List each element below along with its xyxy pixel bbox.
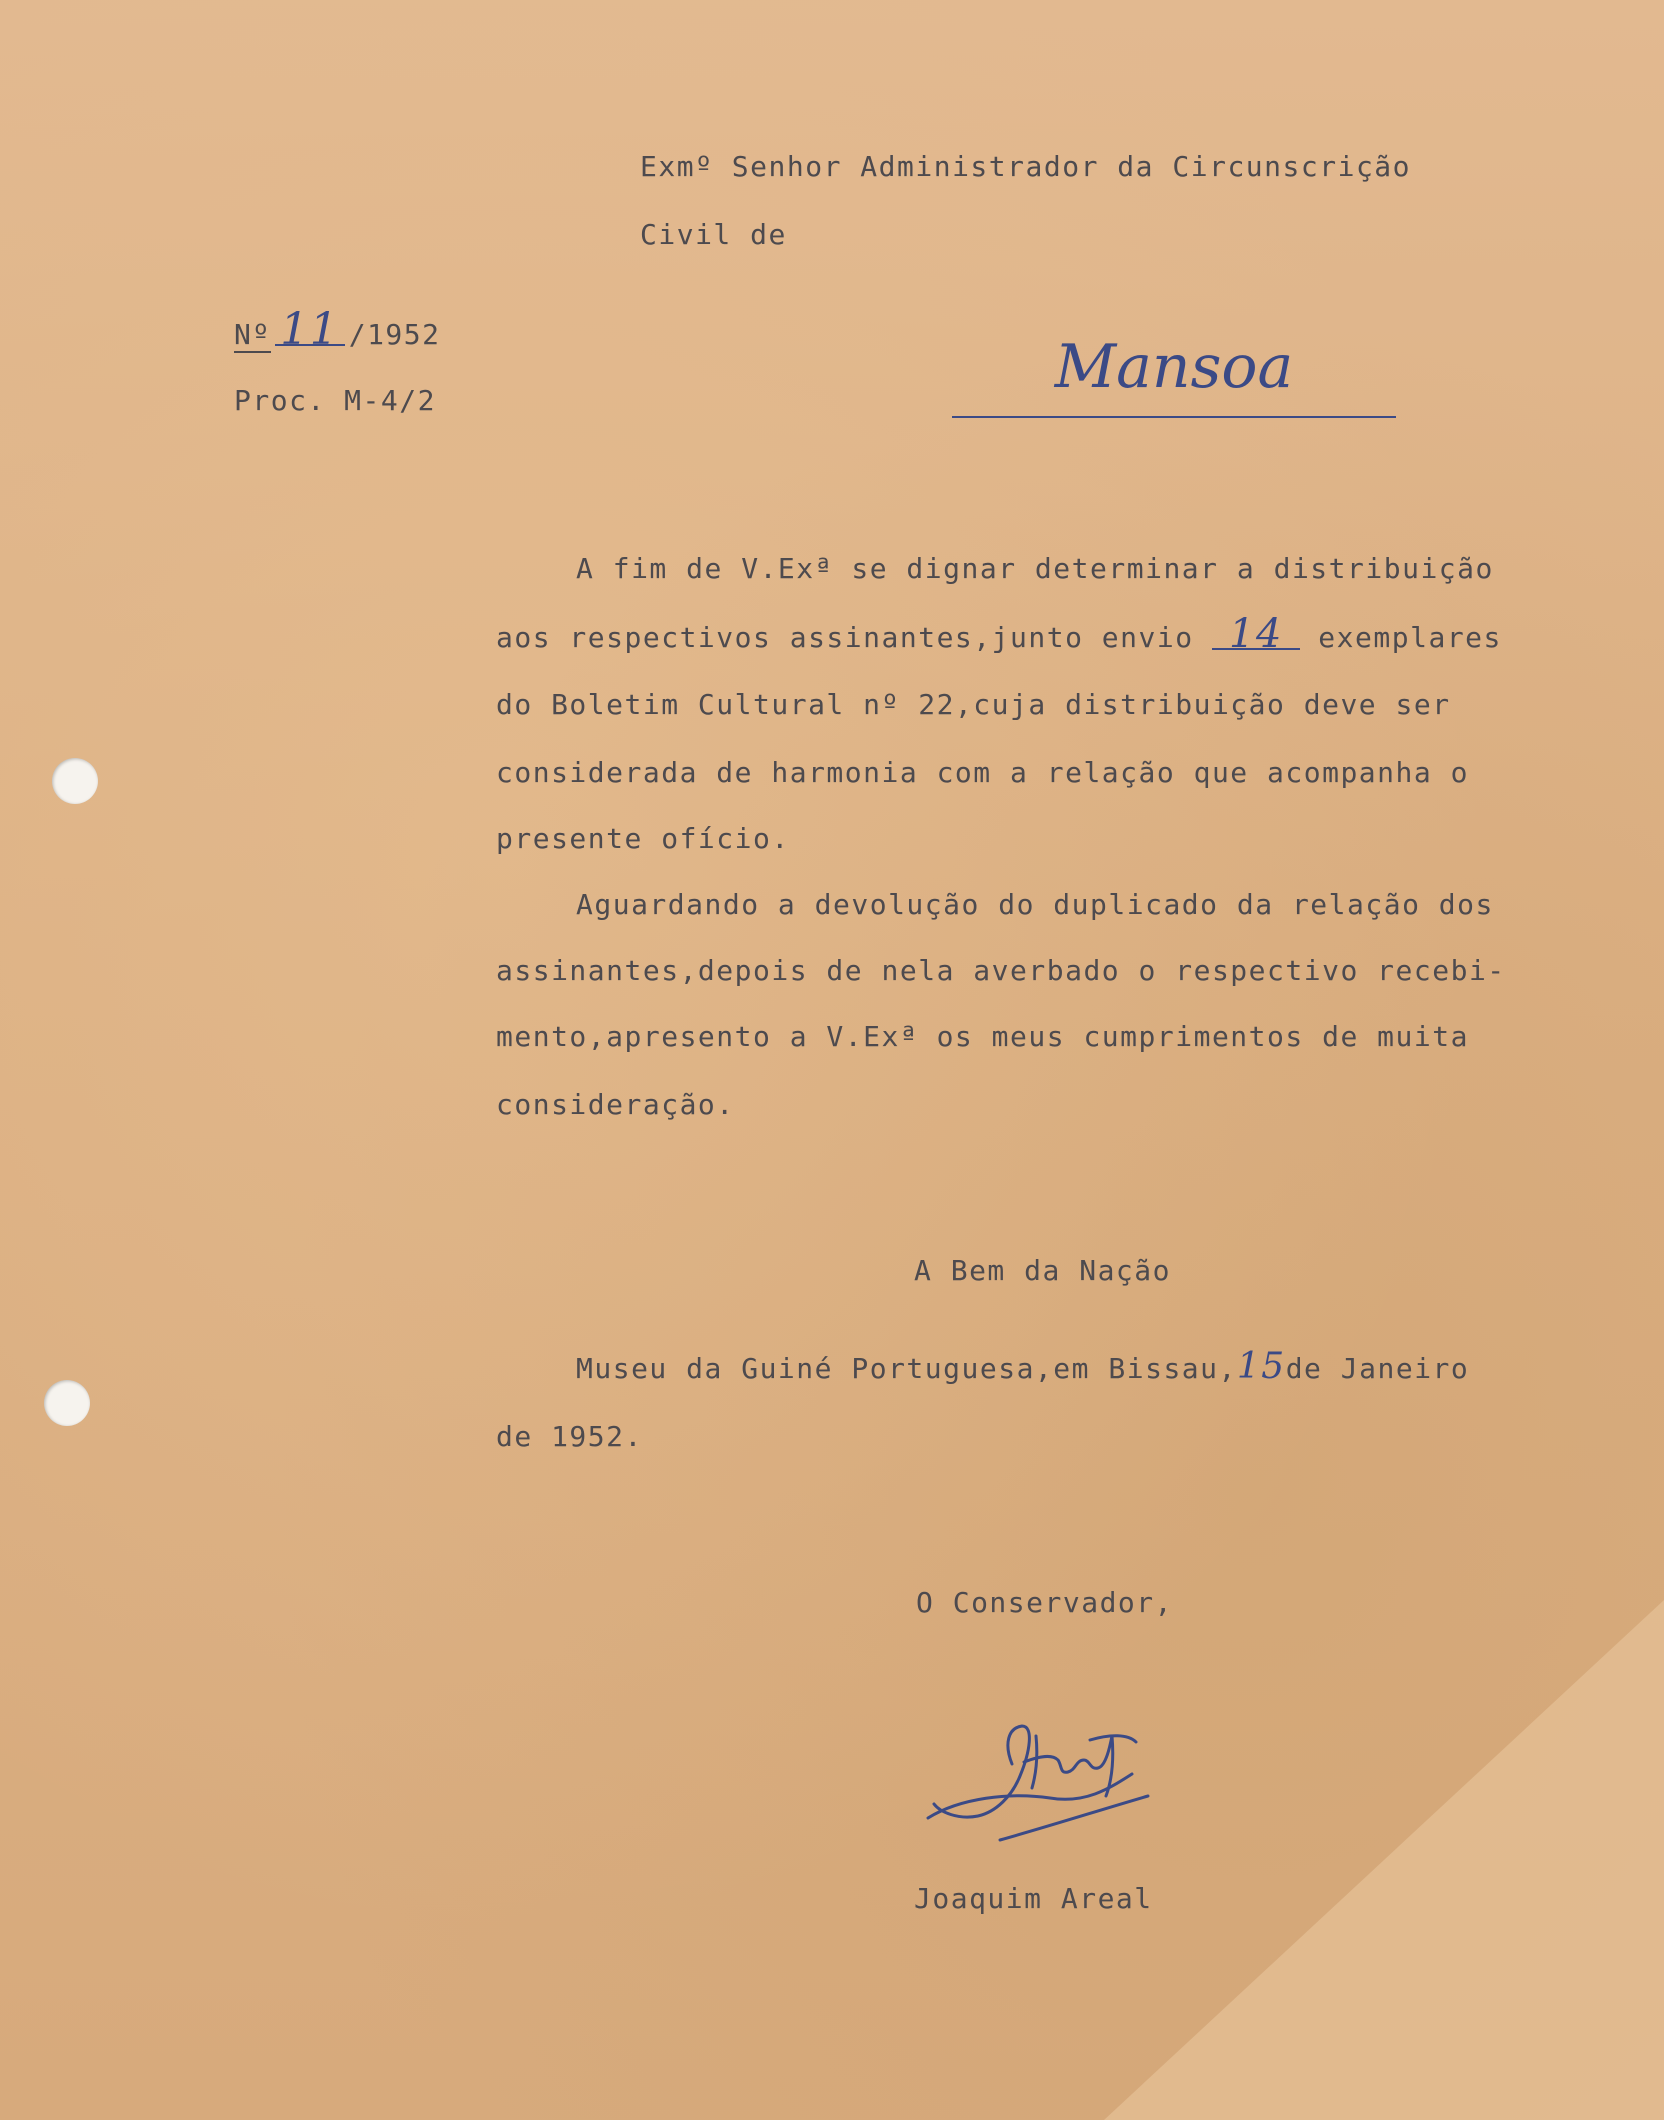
closing-salutation: A Bem da Nação: [914, 1254, 1172, 1287]
handwritten-place: Mansoa: [952, 332, 1396, 418]
folded-corner: [1104, 1600, 1664, 2120]
body-p2-line-2: assinantes,depois de nela averbado o respectivo recebi-: [496, 954, 1506, 987]
punch-hole-top: [52, 758, 98, 804]
process-reference: Proc. M-4/2: [234, 384, 436, 417]
date-year-line: de 1952.: [496, 1420, 643, 1453]
body-p1-line-5: presente ofício.: [496, 822, 790, 855]
address-line-2: Civil de: [640, 218, 787, 251]
body-p1-line-4: considerada de harmonia com a relação que acompanha o: [496, 756, 1469, 789]
handwritten-number: 11: [275, 316, 345, 346]
place-date-line: [576, 1346, 1470, 1387]
body-p1-line-1: A fim de V.Exª se dignar determinar a distribuição: [576, 552, 1494, 585]
handwritten-signature: [900, 1700, 1180, 1850]
p1-line-2-start: aos respectivos assinantes,junto envio: [496, 621, 1212, 654]
body-p1-line-3: do Boletim Cultural nº 22,cuja distribuição deve ser: [496, 688, 1451, 721]
body-p2-line-3: mento,apresento a V.Exª os meus cumprimentos de muita: [496, 1020, 1469, 1053]
signer-role: O Conservador,: [916, 1586, 1174, 1619]
p1-line-2-end: exemplares: [1299, 621, 1502, 654]
body-p1-line-2: [496, 611, 1502, 657]
place-date-start: Museu da Guiné Portuguesa,em Bissau,: [576, 1352, 1237, 1385]
handwritten-copies-count: 14: [1212, 620, 1300, 650]
handwritten-day: 15: [1236, 1346, 1286, 1387]
address-line-1: Exmº Senhor Administrador da Circunscrição: [640, 150, 1412, 183]
body-p2-line-4: consideração.: [496, 1088, 735, 1121]
body-p2-line-1: Aguardando a devolução do duplicado da relação dos: [576, 888, 1494, 921]
reference-number: [234, 304, 441, 355]
number-prefix: Nº: [234, 318, 271, 351]
number-year: /1952: [348, 318, 441, 351]
signer-name: Joaquim Areal: [914, 1882, 1153, 1915]
punch-hole-bottom: [44, 1380, 90, 1426]
place-date-end: de Janeiro: [1285, 1352, 1470, 1385]
